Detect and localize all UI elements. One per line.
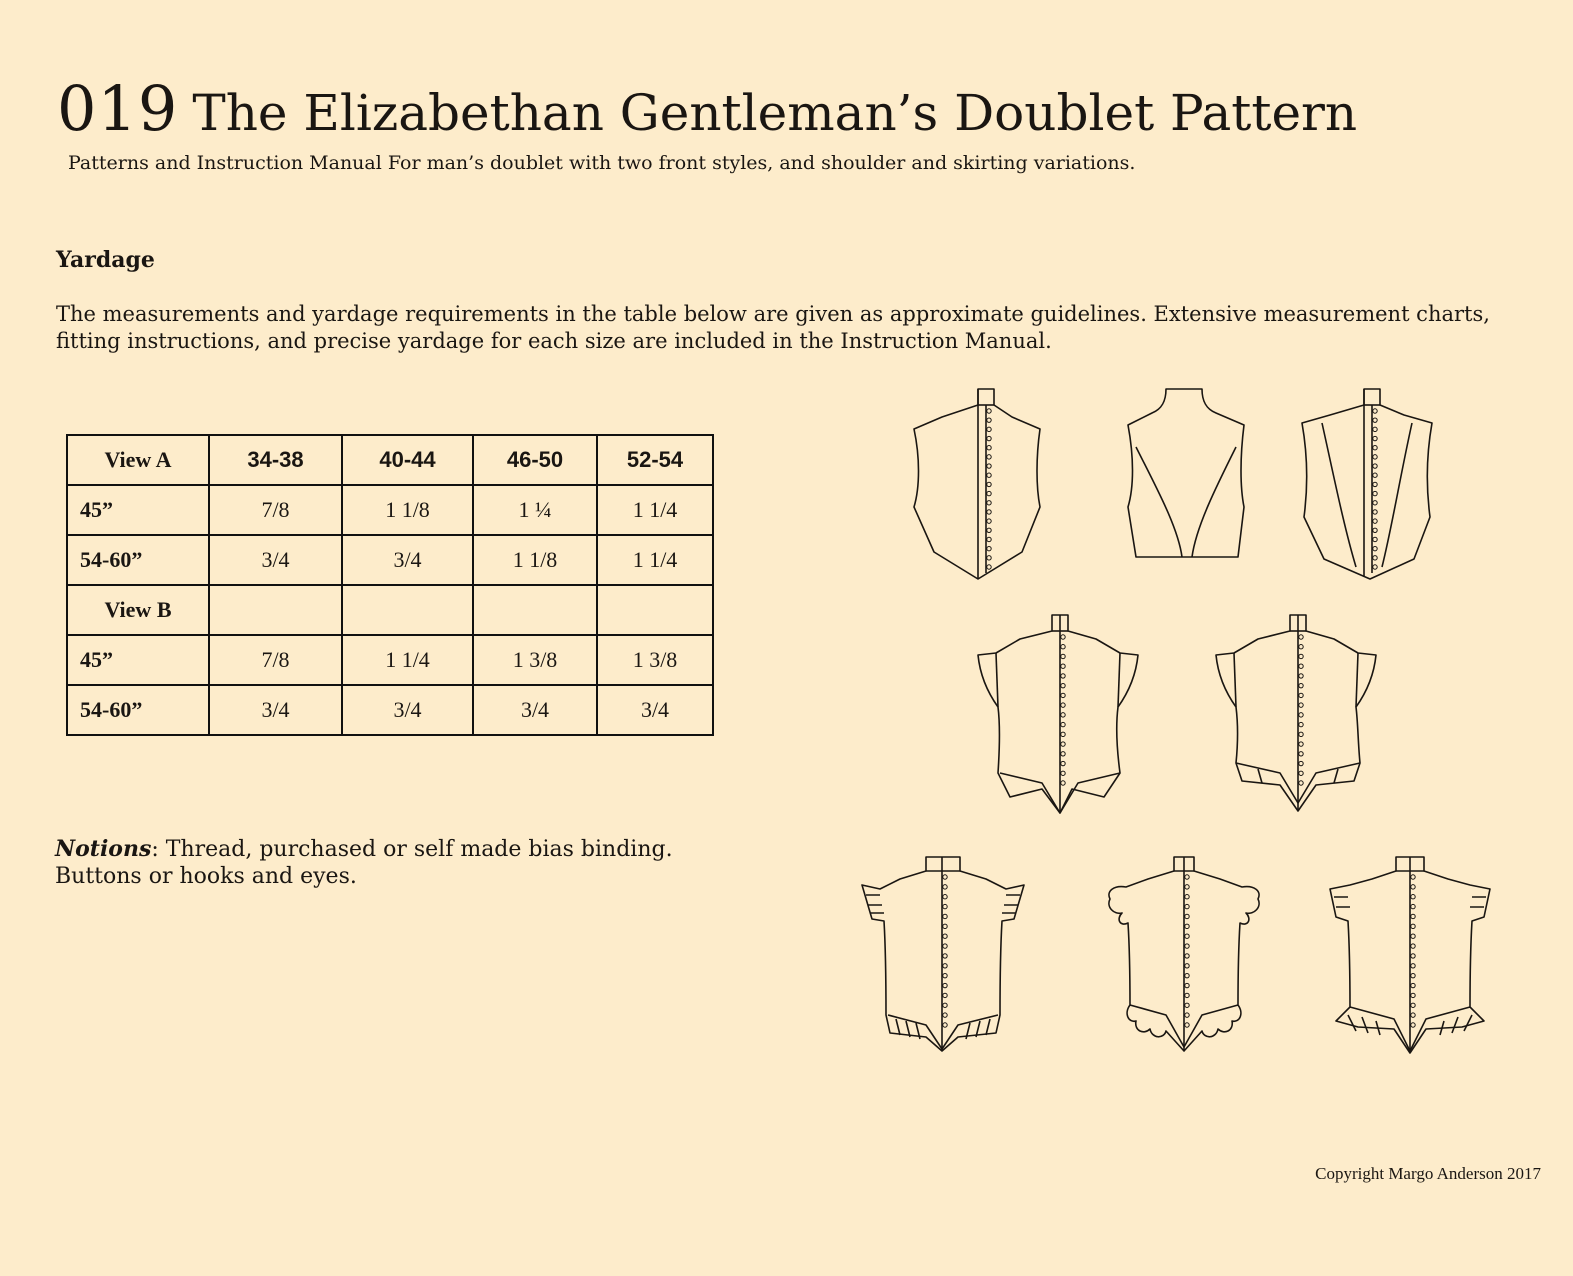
doublet-button-icon (1061, 722, 1065, 726)
doublet-button-icon (987, 473, 991, 477)
doublet-button-icon (1061, 635, 1065, 639)
doublet-button-icon (1373, 537, 1377, 541)
doublet-button-icon (1411, 875, 1415, 879)
doublet-button-icon (943, 944, 947, 948)
doublet-button-icon (1061, 752, 1065, 756)
doublet-button-icon (1299, 732, 1303, 736)
doublet-button-icon (943, 1013, 947, 1017)
pattern-number: 019 (57, 72, 179, 145)
doublet-scalloped-icon (1109, 857, 1259, 1051)
doublet-button-icon (1061, 713, 1065, 717)
doublet-button-icon (1299, 683, 1303, 687)
table-cell: 3/4 (473, 685, 597, 735)
doublet-button-icon (1411, 895, 1415, 899)
doublet-button-icon (1185, 983, 1189, 987)
doublet-tabbed-icon (1330, 857, 1490, 1053)
doublet-button-icon (1299, 713, 1303, 717)
table-row (67, 685, 713, 735)
doublet-button-icon (1299, 654, 1303, 658)
doublet-button-icon (1299, 674, 1303, 678)
doublet-button-icon (943, 993, 947, 997)
doublet-button-icon (1185, 944, 1189, 948)
doublet-button-icon (1185, 914, 1189, 918)
table-row (67, 535, 713, 585)
doublet-button-icon (1299, 761, 1303, 765)
doublet-button-icon (1373, 501, 1377, 505)
doublet-button-icon (943, 964, 947, 968)
doublet-button-icon (1299, 752, 1303, 756)
doublet-button-icon (1299, 781, 1303, 785)
doublet-button-icon (1185, 1013, 1189, 1017)
doublet-button-icon (1299, 635, 1303, 639)
doublet-button-icon (1373, 491, 1377, 495)
view-b-label: View B (67, 585, 209, 635)
size-header: 46-50 (473, 435, 597, 485)
doublet-button-icon (1299, 703, 1303, 707)
doublet-button-icon (943, 885, 947, 889)
doublet-button-icon (1411, 1003, 1415, 1007)
table-cell: 1 1/8 (342, 485, 473, 535)
doublet-button-icon (987, 418, 991, 422)
table-corner-view-a: View A (67, 435, 209, 485)
doublet-button-icon (1373, 556, 1377, 560)
doublet-button-icon (1411, 964, 1415, 968)
table-cell: 1 ¼ (473, 485, 597, 535)
doublet-button-icon (1411, 954, 1415, 958)
doublet-button-icon (987, 501, 991, 505)
doublet-button-icon (1299, 742, 1303, 746)
doublet-button-icon (987, 491, 991, 495)
table-cell: 1 1/4 (597, 485, 713, 535)
copyright-notice: Copyright Margo Anderson 2017 (1315, 1164, 1541, 1183)
table-header-row (67, 435, 713, 485)
doublet-button-icon (1373, 464, 1377, 468)
table-cell: 1 1/8 (473, 535, 597, 585)
doublet-button-icon (1061, 703, 1065, 707)
doublet-button-icon (987, 556, 991, 560)
doublet-button-icon (1411, 934, 1415, 938)
doublet-button-icon (1373, 473, 1377, 477)
doublet-button-icon (1373, 565, 1377, 569)
size-header: 34-38 (209, 435, 342, 485)
row-label: 45” (67, 635, 209, 685)
doublet-wings-icon (978, 615, 1138, 813)
doublet-button-icon (1061, 732, 1065, 736)
doublet-button-icon (1061, 645, 1065, 649)
doublet-button-icon (1411, 983, 1415, 987)
table-cell: 1 3/8 (597, 635, 713, 685)
doublet-button-icon (1411, 944, 1415, 948)
doublet-button-icon (1373, 427, 1377, 431)
doublet-button-icon (943, 904, 947, 908)
doublet-button-icon (943, 895, 947, 899)
doublet-button-icon (987, 546, 991, 550)
row-label: 45” (67, 485, 209, 535)
doublet-button-icon (1299, 771, 1303, 775)
table-cell (473, 585, 597, 635)
notions-text: : Thread, purchased or self made bias binding. (151, 837, 673, 862)
doublet-button-icon (1373, 436, 1377, 440)
doublet-button-icon (1373, 446, 1377, 450)
doublet-button-icon (987, 464, 991, 468)
table-cell: 1 1/4 (342, 635, 473, 685)
size-header: 40-44 (342, 435, 473, 485)
table-cell: 3/4 (209, 685, 342, 735)
doublet-button-icon (987, 427, 991, 431)
doublet-button-icon (987, 409, 991, 413)
doublet-button-icon (943, 1023, 947, 1027)
doublet-button-icon (987, 537, 991, 541)
doublet-view-icon (1302, 389, 1432, 579)
doublet-button-icon (1061, 674, 1065, 678)
doublet-button-icon (1411, 993, 1415, 997)
table-cell (597, 585, 713, 635)
doublet-button-icon (1185, 954, 1189, 958)
doublet-button-icon (1185, 885, 1189, 889)
doublet-button-icon (1299, 693, 1303, 697)
table-cell: 3/4 (209, 535, 342, 585)
doublet-button-icon (1061, 654, 1065, 658)
doublet-button-icon (1411, 924, 1415, 928)
size-header: 52-54 (597, 435, 713, 485)
doublet-button-icon (1185, 924, 1189, 928)
doublet-button-icon (943, 924, 947, 928)
doublet-button-icon (1061, 664, 1065, 668)
table-cell: 7/8 (209, 635, 342, 685)
yardage-intro-line1: The measurements and yardage requirements in the table below are given as approximate guidelines. Extensive measurement charts, (56, 302, 1490, 326)
doublet-button-icon (987, 519, 991, 523)
doublet-button-icon (1411, 1023, 1415, 1027)
doublet-button-icon (1185, 934, 1189, 938)
doublet-button-icon (1411, 973, 1415, 977)
doublet-button-icon (1185, 895, 1189, 899)
doublet-button-icon (943, 983, 947, 987)
notions-text-line2: Buttons or hooks and eyes. (55, 864, 357, 889)
doublet-button-icon (987, 436, 991, 440)
table-row (67, 635, 713, 685)
table-cell: 7/8 (209, 485, 342, 535)
doublet-button-icon (943, 954, 947, 958)
doublet-button-icon (943, 934, 947, 938)
yardage-intro-line2: fitting instructions, and precise yardage for each size are included in the Instruction Manual. (56, 329, 1052, 353)
doublet-button-icon (1373, 510, 1377, 514)
doublet-view-icon (914, 389, 1040, 579)
doublet-button-icon (1061, 781, 1065, 785)
doublet-button-icon (987, 482, 991, 486)
notions (55, 836, 673, 890)
pattern-subtitle: Patterns and Instruction Manual For man’s doublet with two front styles, and shoulder and skirting variations. (68, 152, 1136, 174)
table-cell (342, 585, 473, 635)
yardage-heading: Yardage (56, 247, 155, 273)
doublet-button-icon (1061, 771, 1065, 775)
doublet-button-icon (943, 1003, 947, 1007)
notions-label: Notions (55, 836, 152, 862)
doublet-button-icon (1373, 455, 1377, 459)
doublet-button-icon (1299, 664, 1303, 668)
table-cell: 1 3/8 (473, 635, 597, 685)
doublet-button-icon (987, 446, 991, 450)
doublet-button-icon (1411, 904, 1415, 908)
doublet-button-icon (943, 875, 947, 879)
doublet-button-icon (1373, 546, 1377, 550)
table-cell: 1 1/4 (597, 535, 713, 585)
doublet-button-icon (1185, 875, 1189, 879)
table-row (67, 585, 713, 635)
doublet-button-icon (1373, 519, 1377, 523)
doublet-button-icon (1061, 683, 1065, 687)
doublet-button-icon (1061, 761, 1065, 765)
table-cell: 3/4 (597, 685, 713, 735)
doublet-button-icon (1061, 693, 1065, 697)
doublet-button-icon (1185, 993, 1189, 997)
doublet-button-icon (1185, 1023, 1189, 1027)
doublet-button-icon (1373, 482, 1377, 486)
doublet-button-icon (1185, 964, 1189, 968)
row-label: 54-60” (67, 535, 209, 585)
doublet-button-icon (1373, 418, 1377, 422)
doublet-button-icon (1299, 645, 1303, 649)
table-cell (209, 585, 342, 635)
doublet-button-icon (1411, 885, 1415, 889)
doublet-button-icon (987, 510, 991, 514)
doublet-back-icon (1128, 389, 1244, 557)
doublet-button-icon (1185, 973, 1189, 977)
doublet-button-icon (1185, 1003, 1189, 1007)
pattern-title: The Elizabethan Gentleman’s Doublet Pattern (192, 84, 1358, 142)
page-title (57, 72, 1357, 145)
doublet-button-icon (987, 565, 991, 569)
doublet-button-icon (1061, 742, 1065, 746)
doublet-button-icon (1411, 1013, 1415, 1017)
doublet-button-icon (1373, 409, 1377, 413)
yardage-table (66, 434, 714, 736)
doublet-button-icon (1185, 904, 1189, 908)
table-cell: 3/4 (342, 535, 473, 585)
doublet-button-icon (987, 455, 991, 459)
doublet-illustrations (840, 375, 1540, 1075)
doublet-pickadil-icon (862, 857, 1024, 1051)
doublet-button-icon (943, 973, 947, 977)
yardage-intro (56, 301, 1556, 355)
table-cell: 3/4 (342, 685, 473, 735)
doublet-button-icon (987, 528, 991, 532)
doublet-button-icon (1411, 914, 1415, 918)
doublet-button-icon (1373, 528, 1377, 532)
doublet-button-icon (943, 914, 947, 918)
doublet-button-icon (1299, 722, 1303, 726)
doublet-wings-tabs-icon (1216, 615, 1376, 811)
row-label: 54-60” (67, 685, 209, 735)
table-row (67, 485, 713, 535)
